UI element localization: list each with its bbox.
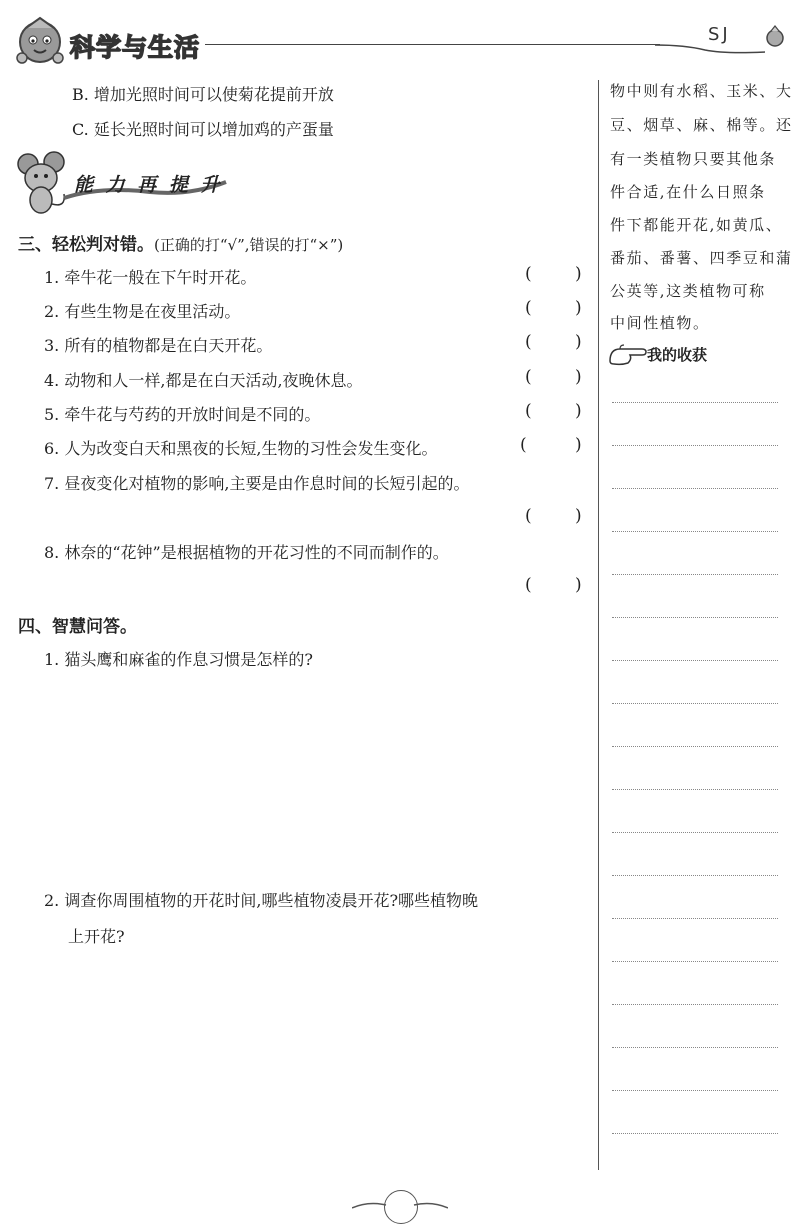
answer-bracket-close-5: ) [575, 401, 582, 421]
note-line-3[interactable] [612, 488, 778, 489]
sidebar-line-5: 件下都能开花,如黄瓜、 [610, 216, 783, 234]
note-line-11[interactable] [612, 832, 778, 833]
answer-area-1[interactable] [44, 680, 584, 870]
sidebar-line-7: 公英等,这类植物可称 [610, 282, 766, 300]
answer-bracket-open-5[interactable]: ( [525, 401, 532, 421]
answer-bracket-open-6[interactable]: ( [520, 435, 527, 455]
sidebar-line-1: 物中则有水稻、玉米、大 [610, 82, 793, 100]
note-line-13[interactable] [612, 918, 778, 919]
sidebar-line-2: 豆、烟草、麻、棉等。还 [610, 116, 793, 134]
judge-item-3: 3. 所有的植物都是在白天开花。 [44, 336, 273, 355]
note-line-7[interactable] [612, 660, 778, 661]
header-divider [205, 44, 660, 45]
answer-bracket-open-7[interactable]: ( [525, 506, 532, 526]
option-c: C. 延长光照时间可以增加鸡的产蛋量 [72, 120, 334, 139]
header-star-icon [762, 24, 788, 50]
question-1: 1. 猫头鹰和麻雀的作息习惯是怎样的? [44, 650, 313, 669]
note-line-12[interactable] [612, 875, 778, 876]
answer-bracket-close-2: ) [575, 298, 582, 318]
answer-bracket-close-3: ) [575, 332, 582, 352]
answer-bracket-open-4[interactable]: ( [525, 367, 532, 387]
answer-area-2[interactable] [44, 958, 584, 1158]
judge-item-5: 5. 牵牛花与芍药的开放时间是不同的。 [44, 405, 321, 424]
answer-bracket-open-2[interactable]: ( [525, 298, 532, 318]
answer-bracket-close-1: ) [575, 264, 582, 284]
header-title: 科学与生活 [70, 33, 201, 62]
header-wave-decoration [655, 44, 765, 54]
page-number-circle [384, 1190, 418, 1224]
section3-instruction: (正确的打“√”,错误的打“×”) [154, 236, 344, 254]
note-line-2[interactable] [612, 445, 778, 446]
note-line-9[interactable] [612, 746, 778, 747]
sidebar-line-6: 番茄、番薯、四季豆和蒲 [610, 249, 793, 267]
answer-bracket-close-6: ) [575, 435, 582, 455]
answer-bracket-close-8: ) [575, 575, 582, 595]
note-line-4[interactable] [612, 531, 778, 532]
sidebar-line-4: 件合适,在什么日照条 [610, 183, 766, 201]
note-line-18[interactable] [612, 1133, 778, 1134]
answer-bracket-open-3[interactable]: ( [525, 332, 532, 352]
answer-bracket-open-1[interactable]: ( [525, 264, 532, 284]
note-line-5[interactable] [612, 574, 778, 575]
note-line-14[interactable] [612, 961, 778, 962]
note-line-1[interactable] [612, 402, 778, 403]
question-2-line-1: 2. 调查你周围植物的开花时间,哪些植物凌晨开花?哪些植物晚 [44, 891, 479, 910]
answer-bracket-close-4: ) [575, 367, 582, 387]
note-line-16[interactable] [612, 1047, 778, 1048]
notes-label: 我的收获 [647, 346, 708, 364]
section4-title: 四、智慧问答。 [18, 617, 137, 637]
sidebar-line-3: 有一类植物只要其他条 [610, 150, 777, 168]
note-line-10[interactable] [612, 789, 778, 790]
column-divider [598, 80, 599, 1170]
judge-item-8: 8. 林奈的“花钟”是根据植物的开花习性的不同而制作的。 [44, 543, 449, 562]
question-2-line-2: 上开花? [68, 927, 125, 946]
section3-title [18, 230, 343, 255]
section3-title-text: 三、轻松判对错。 [18, 235, 154, 255]
judge-item-1: 1. 牵牛花一般在下午时开花。 [44, 268, 257, 287]
star-mascot-icon [12, 14, 72, 70]
header-logo [12, 14, 72, 70]
judge-item-6: 6. 人为改变白天和黑夜的长短,生物的习性会发生变化。 [44, 439, 438, 458]
pointing-hand-icon [608, 341, 648, 367]
note-line-6[interactable] [612, 617, 778, 618]
judge-item-7: 7. 昼夜变化对植物的影响,主要是由作息时间的长短引起的。 [44, 474, 470, 493]
banner-text: 能 力 再 提 升 [74, 174, 223, 196]
option-b: B. 增加光照时间可以使菊花提前开放 [72, 85, 334, 104]
note-line-15[interactable] [612, 1004, 778, 1005]
judge-item-2: 2. 有些生物是在夜里活动。 [44, 302, 241, 321]
note-line-17[interactable] [612, 1090, 778, 1091]
judge-item-4: 4. 动物和人一样,都是在白天活动,夜晚休息。 [44, 371, 363, 390]
answer-bracket-open-8[interactable]: ( [525, 575, 532, 595]
header-code: SJ [708, 24, 731, 45]
note-line-8[interactable] [612, 703, 778, 704]
answer-bracket-close-7: ) [575, 506, 582, 526]
sidebar-line-8: 中间性植物。 [610, 314, 710, 332]
